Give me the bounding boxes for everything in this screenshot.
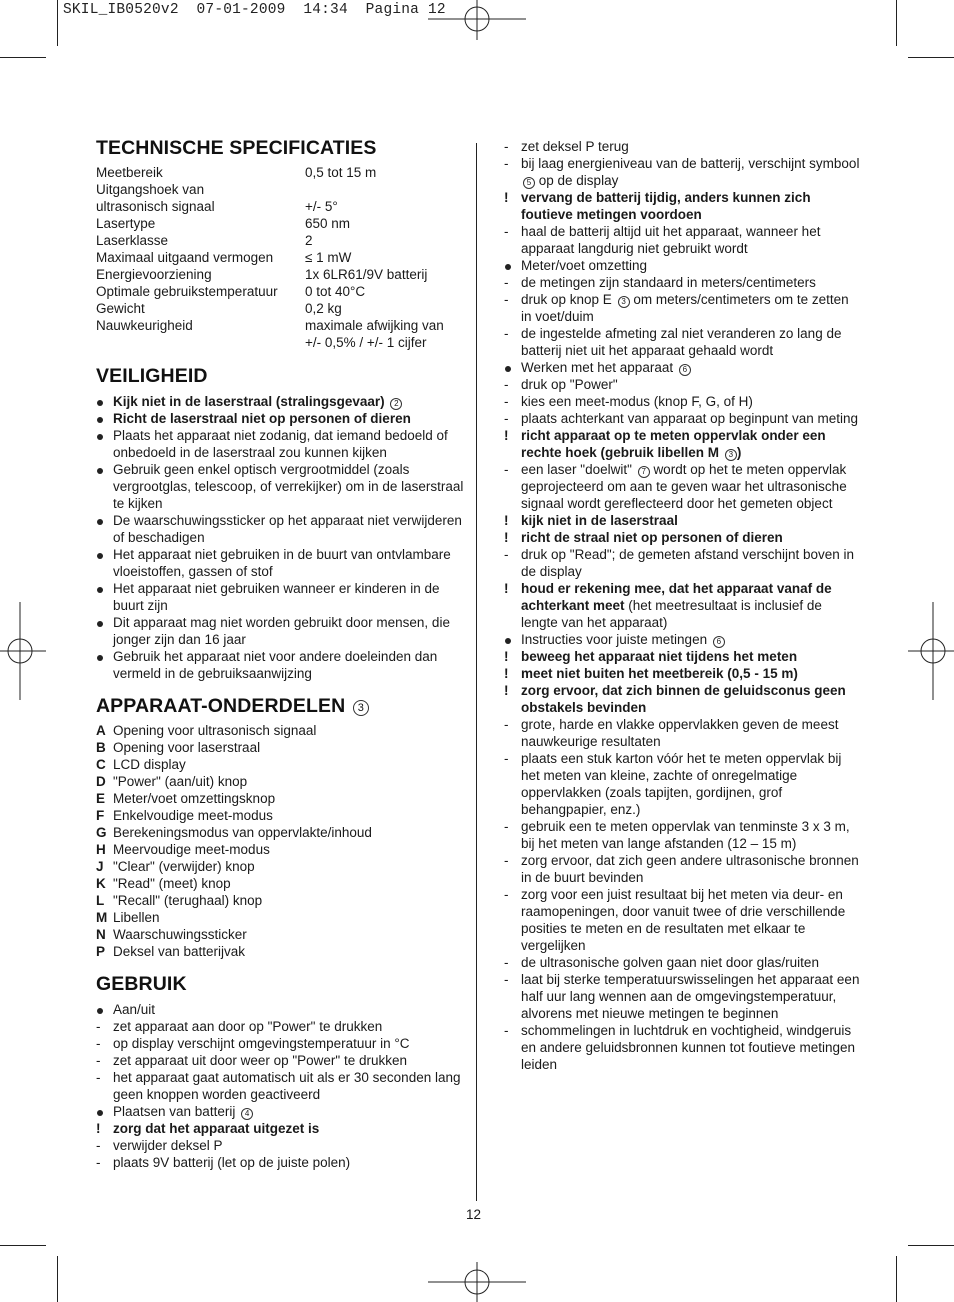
parts-heading: APPARAAT-ONDERDELEN 3 (96, 694, 468, 718)
list-item: Plaatsen van batterij 4 (96, 1103, 468, 1120)
list-item: Aan/uit (96, 1001, 468, 1018)
spec-label: Optimale gebruikstemperatuur (96, 284, 278, 299)
warning: ! richt apparaat op te meten oppervlak onder een rechte hoek (gebruik libellen M 3 ) (504, 428, 826, 460)
part-label: "Power" (aan/uit) knop (113, 774, 248, 789)
parts-section (96, 694, 468, 960)
spec-label: ultrasonisch signaal (96, 199, 215, 214)
page-number: 12 (466, 1207, 482, 1222)
spec-label: Lasertype (96, 216, 156, 231)
part-label: Deksel van batterijvak (113, 944, 246, 959)
part-label: Berekeningsmodus van oppervlakte/inhoud (113, 825, 372, 840)
spec-value: +/- 0,5% / +/- 1 cijfer (305, 335, 427, 350)
step: - schommelingen in luchtdruk en vochtigheid, windgeruis en andere geluidsbronnen kunnen tot foutieve metingen leiden (504, 1023, 855, 1072)
spec-value: 650 nm (305, 216, 351, 231)
step: - zorg ervoor, dat zich geen andere ultrasonische bronnen in de buurt bevinden (504, 853, 859, 885)
meter-list (504, 257, 860, 274)
spec-value: ≤ 1 mW (305, 250, 352, 265)
list-item: Richt de laserstraal niet op personen of dieren (96, 410, 468, 427)
spec-row (96, 232, 468, 249)
step: - zet apparaat uit door weer op "Power" te drukken (96, 1053, 408, 1068)
registration-mark-bottom (428, 1262, 526, 1302)
part-row (96, 892, 468, 909)
battery-list (96, 1103, 468, 1120)
spec-row (96, 334, 468, 351)
part-key: C (96, 757, 106, 772)
spec-label: Meetbereik (96, 165, 163, 180)
instruction-steps (504, 716, 860, 1073)
part-label: "Recall" (terughaal) knop (113, 893, 263, 908)
part-label: Libellen (113, 910, 160, 925)
step: - de ingestelde afmeting zal niet veranderen zo lang de batterij niet uit het apparaat gehaald wordt (504, 326, 842, 358)
part-key: H (96, 842, 106, 857)
spec-value: 0,5 tot 15 m (305, 165, 377, 180)
warning: ! houd er rekening mee, dat het apparaat vanaf de achterkant meet (het meetresultaat is inclusief de lengte van het apparaat) (504, 581, 832, 630)
step: - plaats een stuk karton vóór het te meten oppervlak bij het meten van kleine, zachte of onregelmatige oppervlakken (zoals tapijten, gordijnen, grof behangpapier, enz.) (504, 751, 842, 817)
spec-row (96, 283, 468, 300)
step: - de ultrasonische golven gaan niet door glas/ruiten (504, 955, 819, 970)
list-item: Kijk niet in de laserstraal (stralingsgevaar) 2 (96, 393, 468, 410)
step: - de metingen zijn standaard in meters/centimeters (504, 275, 816, 290)
part-row (96, 807, 468, 824)
part-label: "Clear" (verwijder) knop (113, 859, 255, 874)
spec-row (96, 198, 468, 215)
part-label: "Read" (meet) knop (113, 876, 231, 891)
spec-value: +/- 5° (305, 199, 338, 214)
step: - plaats achterkant van apparaat op beginpunt van meting (504, 411, 858, 426)
spec-row (96, 164, 468, 181)
part-row (96, 858, 468, 875)
part-label: Opening voor ultrasonisch signaal (113, 723, 317, 738)
part-row (96, 739, 468, 756)
spec-label: Gewicht (96, 301, 145, 316)
step: - druk op "Power" (504, 377, 618, 392)
part-row (96, 875, 468, 892)
part-label: Waarschuwingssticker (113, 927, 247, 942)
spec-row (96, 266, 468, 283)
list-item: Gebruik het apparaat niet voor andere doeleinden dan vermeld in de gebruiksaanwijzing (96, 648, 468, 682)
safety-section (96, 364, 468, 682)
battery-steps (96, 1137, 468, 1171)
step: - zorg voor een juist resultaat bij het meten via deur- en raamopeningen, door vanuit twee of drie verschillende posities te meten en de resultaten met elkaar te vergelijken (504, 887, 846, 953)
part-key: M (96, 910, 108, 925)
spec-row (96, 317, 468, 334)
step: - een laser "doelwit" 7 wordt op het te meten oppervlak geprojecteerd om aan te geven waar het ultrasonische signaal wordt gereflecteerd door het gemeten object (504, 462, 847, 511)
figure-ref: 3 (725, 449, 737, 461)
part-key: K (96, 876, 106, 891)
part-key: N (96, 927, 106, 942)
figure-ref: 6 (679, 364, 691, 376)
instructions-list (504, 631, 860, 648)
list-item: Dit apparaat mag niet worden gebruikt door mensen, die jonger zijn dan 16 jaar (96, 614, 468, 648)
step: - op display verschijnt omgevingstemperatuur in °C (96, 1036, 410, 1051)
usage-list (96, 1001, 468, 1018)
step: - druk op knop E 3 om meters/centimeters om te zetten in voet/duim (504, 292, 849, 324)
safety-list (96, 393, 468, 682)
part-row (96, 926, 468, 943)
safety-heading: VEILIGHEID (96, 365, 208, 387)
part-label: LCD display (113, 757, 186, 772)
spec-row (96, 215, 468, 232)
spec-label: Energievoorziening (96, 267, 212, 282)
part-row (96, 722, 468, 739)
figure-ref: 5 (523, 177, 535, 189)
spec-value: 0 tot 40°C (305, 284, 366, 299)
power-steps (96, 1018, 468, 1103)
parts-list (96, 722, 468, 960)
part-key: G (96, 825, 107, 840)
part-row (96, 756, 468, 773)
list-item: Meter/voet omzetting (504, 257, 860, 274)
spec-label: Nauwkeurigheid (96, 318, 193, 333)
list-item: Gebruik geen enkel optisch vergrootmiddel (zoals vergrootglas, telescoop, of verrekijker) om in de laserstraal te kijken (96, 461, 468, 512)
part-key: B (96, 740, 106, 755)
spec-value: maximale afwijking van (305, 318, 444, 333)
part-row (96, 824, 468, 841)
part-label: Enkelvoudige meet-modus (113, 808, 273, 823)
step: - laat bij sterke temperatuurswisselingen het apparaat een half uur lang wennen aan de omgevingstemperatuur, alvorens met nieuwe metingen te beginnen (504, 972, 860, 1021)
registration-mark-top (428, 0, 526, 40)
warning: ! richt de straal niet op personen of dieren (504, 530, 783, 545)
spec-value: 0,2 kg (305, 301, 342, 316)
figure-ref: 6 (713, 636, 725, 648)
part-label: Meter/voet omzettingsknop (113, 791, 276, 806)
warning: ! meet niet buiten het meetbereik (0,5 - 15 m) (504, 666, 798, 681)
spec-value: 2 (305, 233, 313, 248)
step: - plaats 9V batterij (let op de juiste polen) (96, 1155, 351, 1170)
part-key: F (96, 808, 105, 823)
list-item: Werken met het apparaat 6 (504, 359, 860, 376)
specs-heading: TECHNISCHE SPECIFICATIES (96, 137, 377, 159)
spec-label: Laserklasse (96, 233, 169, 248)
operating-list (504, 359, 860, 376)
column-divider (476, 143, 477, 1201)
step: - druk op "Read"; de gemeten afstand verschijnt boven in de display (504, 547, 855, 579)
part-row (96, 773, 468, 790)
warning: ! zorg ervoor, dat zich binnen de geluidsconus geen obstakels bevinden (504, 683, 846, 715)
specs-table (96, 164, 468, 351)
warning: ! vervang de batterij tijdig, anders kunnen zich foutieve metingen voordoen (504, 190, 811, 222)
figure-ref: 4 (241, 1108, 253, 1120)
registration-mark-right (908, 602, 954, 700)
part-label: Opening voor laserstraal (113, 740, 261, 755)
step: - kies een meet-modus (knop F, G, of H) (504, 394, 753, 409)
part-row (96, 790, 468, 807)
part-key: A (96, 723, 106, 738)
print-slug: SKIL_IB0520v2 07-01-2009 14:34 Pagina 12 (63, 2, 446, 18)
part-key: E (96, 791, 106, 806)
part-key: D (96, 774, 106, 789)
battery-warning: ! zorg dat het apparaat uitgezet is (96, 1121, 320, 1136)
step: - verwijder deksel P (96, 1138, 223, 1153)
step: - haal de batterij altijd uit het apparaat, wanneer het apparaat langdurig niet gebruikt wordt (504, 224, 821, 256)
step: - bij laag energieniveau van de batterij, verschijnt symbool 5 op de display (504, 156, 860, 188)
spec-label: Maximaal uitgaand vermogen (96, 250, 274, 265)
figure-ref: 2 (390, 398, 402, 410)
spec-label: Uitgangshoek van (96, 182, 205, 197)
list-item: Plaats het apparaat niet zodanig, dat iemand bedoeld of onbedoeld in de laserstraal zou kunnen kijken (96, 427, 468, 461)
list-item: De waarschuwingssticker op het apparaat niet verwijderen of beschadigen (96, 512, 468, 546)
part-key: J (96, 859, 104, 874)
part-row (96, 841, 468, 858)
part-label: Meervoudige meet-modus (113, 842, 270, 857)
step: - zet apparaat aan door op "Power" te drukken (96, 1019, 383, 1034)
spec-value (305, 181, 468, 198)
warning: ! kijk niet in de laserstraal (504, 513, 678, 528)
spec-value: 1x 6LR61/9V batterij (305, 267, 428, 282)
usage-section (96, 972, 468, 1171)
list-item: Het apparaat niet gebruiken wanneer er kinderen in de buurt zijn (96, 580, 468, 614)
specs-section (96, 136, 468, 351)
list-item: Het apparaat niet gebruiken in de buurt van ontvlambare vloeistoffen, gassen of stof (96, 546, 468, 580)
part-row (96, 909, 468, 926)
spec-row (96, 300, 468, 317)
figure-ref: 3 (353, 700, 369, 716)
registration-mark-left (0, 602, 46, 700)
part-key: P (96, 944, 106, 959)
step: - zet deksel P terug (504, 139, 629, 154)
spec-row (96, 249, 468, 266)
part-row (96, 943, 468, 960)
step: - gebruik een te meten oppervlak van tenminste 3 x 3 m, bij het meten van lange afstanden (12 – 15 m) (504, 819, 850, 851)
list-item: Instructies voor juiste metingen 6 (504, 631, 860, 648)
warning: ! beweeg het apparaat niet tijdens het meten (504, 649, 798, 664)
figure-ref: 7 (638, 466, 650, 478)
step: - het apparaat gaat automatisch uit als er 30 seconden lang geen knoppen worden geactiveerd (96, 1070, 461, 1102)
instruction-warnings (504, 648, 860, 716)
part-key: L (96, 893, 105, 908)
figure-ref: 3 (618, 296, 630, 308)
step: - grote, harde en vlakke oppervlakken geven de meest nauwkeurige resultaten (504, 717, 839, 749)
usage-heading: GEBRUIK (96, 973, 187, 995)
spec-label (96, 334, 305, 351)
spec-row (96, 181, 468, 198)
